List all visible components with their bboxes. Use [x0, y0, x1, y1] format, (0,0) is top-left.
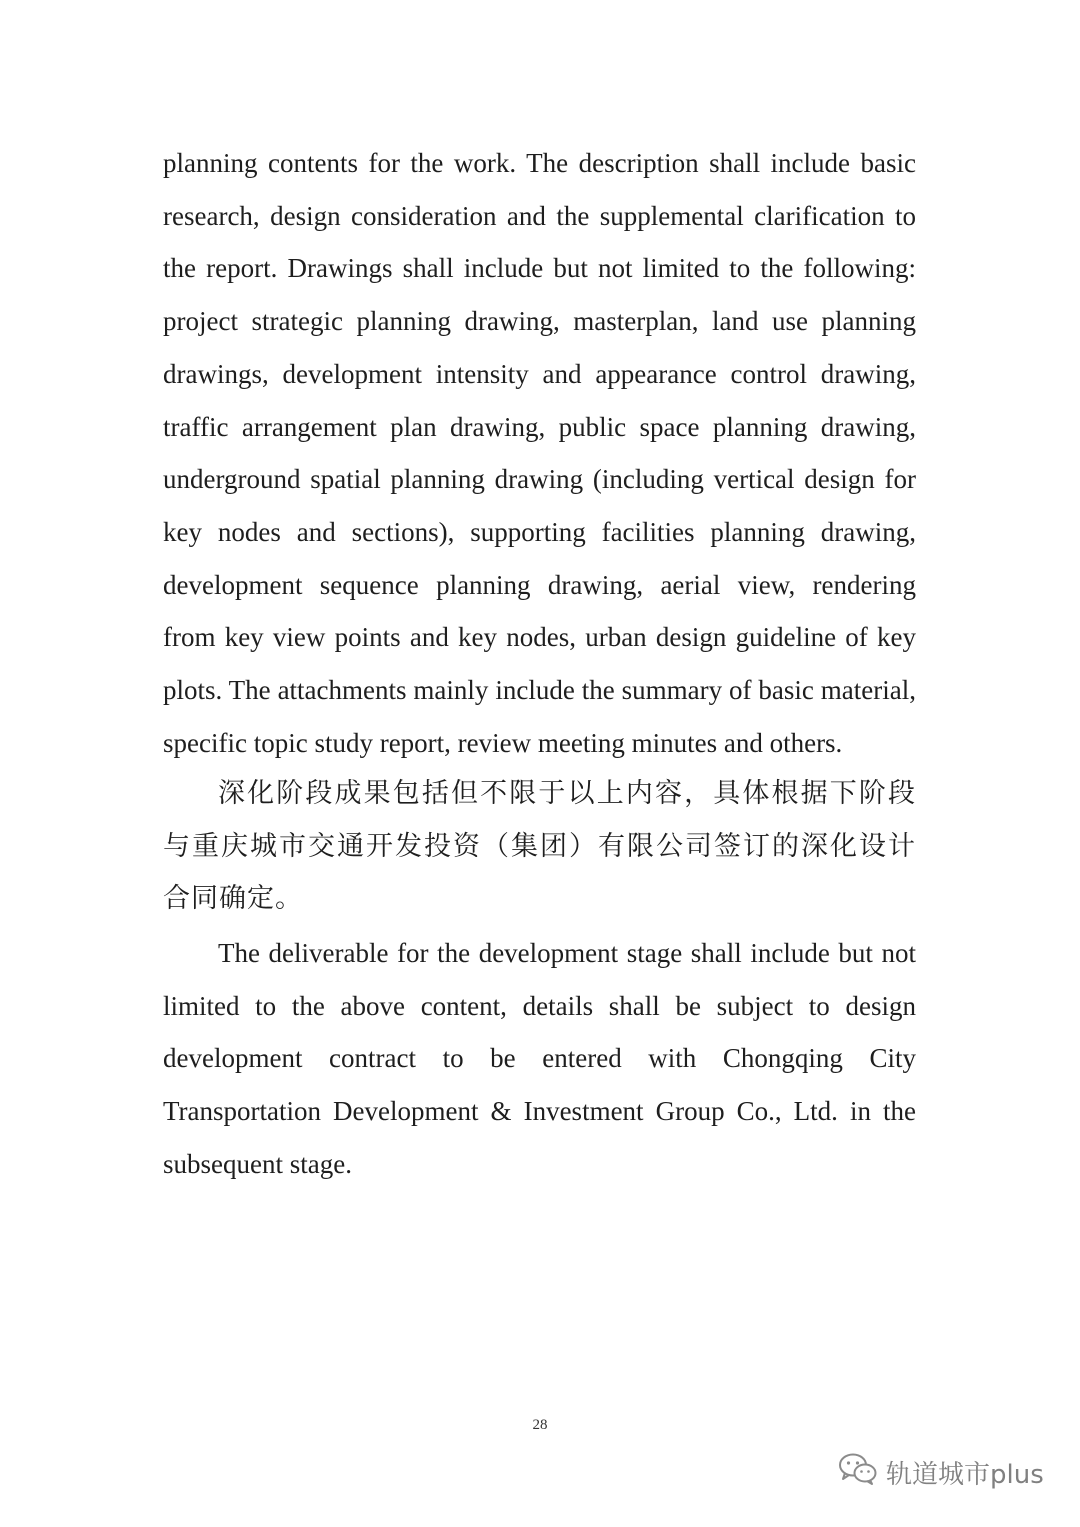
text-line: project strategic planning drawing, masterplan, land use planning — [163, 306, 916, 337]
text-line: plots. The attachments mainly include the summary of basic material, — [163, 675, 916, 706]
text-line: 合同确定。 — [163, 883, 303, 915]
text-line: 深化阶段成果包括但不限于以上内容，具体根据下阶段 — [218, 778, 916, 809]
text-line: specific topic study report, review meeting minutes and others. — [163, 727, 843, 758]
text-line: The deliverable for the development stage shall include but not — [218, 938, 916, 968]
text-line: 与重庆城市交通开发投资（集团）有限公司签订的深化设计 — [163, 830, 916, 862]
text-line: research, design consideration and the supplemental clarification to — [163, 200, 916, 231]
text-line: planning contents for the work. The description shall include basic — [163, 148, 916, 178]
text-line: from key view points and key nodes, urban design guideline of key — [163, 622, 916, 653]
text-line: underground spatial planning drawing (including vertical design for — [163, 464, 916, 495]
text-line: the report. Drawings shall include but not limited to the following: — [163, 253, 916, 284]
text-line: key nodes and sections), supporting facilities planning drawing, — [163, 516, 916, 547]
paragraph-chinese — [163, 768, 916, 926]
text-line: development sequence planning drawing, aerial view, rendering — [163, 569, 916, 600]
text-line: development contract to be entered with Chongqing City — [163, 1043, 916, 1074]
page-number: 28 — [532, 1417, 548, 1433]
paragraph-english-2 — [163, 927, 916, 1191]
wechat-icon — [838, 1452, 886, 1493]
text-line: traffic arrangement plan drawing, public space planning drawing, — [163, 411, 916, 442]
text-line: subsequent stage. — [163, 1148, 352, 1179]
text-line: limited to the above content, details shall be subject to design — [163, 990, 916, 1021]
paragraph-english-1 — [163, 137, 916, 769]
text-line: drawings, development intensity and appearance control drawing, — [163, 358, 916, 389]
text-line: Transportation Development & Investment Group Co., Ltd. in the — [163, 1096, 916, 1127]
watermark-text: 轨道城市plus — [886, 1460, 1044, 1490]
watermark — [838, 1452, 1044, 1493]
